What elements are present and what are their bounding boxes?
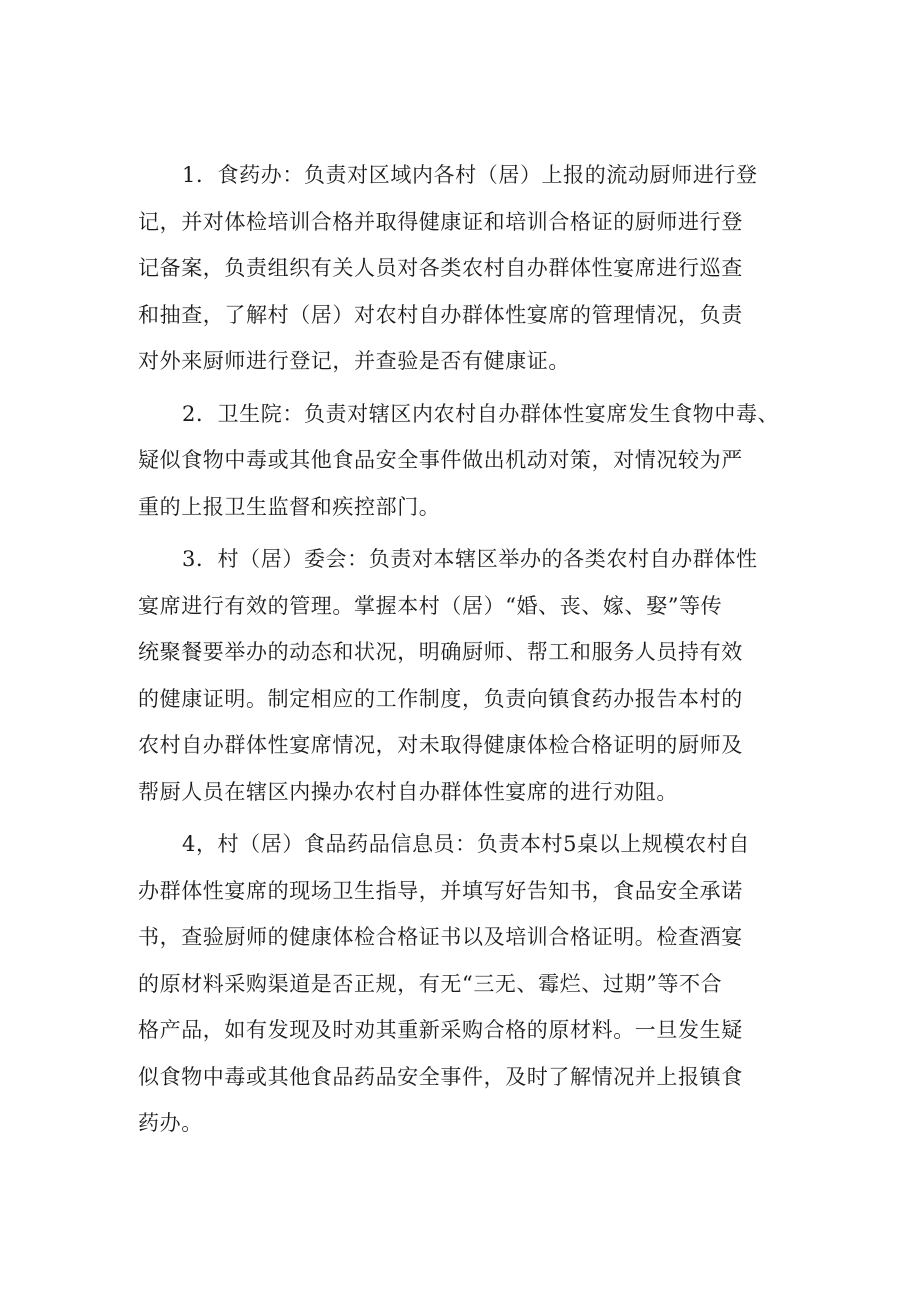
text-line: 和抽查，了解村（居）对农村自办群体性宴席的管理情况，负责	[138, 302, 743, 327]
paragraph-food-drug-office	[138, 152, 786, 385]
text-line: 1．食药办：负责对区域内各村（居）上报的流动厨师进行登	[182, 163, 758, 187]
text-line: 重的上报卫生监督和疾控部门。	[138, 494, 441, 519]
text-line: 药办。	[138, 1111, 203, 1135]
text-line: 4，村（居）食品药品信息员：负责本村5桌以上规模农村自	[182, 832, 750, 856]
text-line: 对外来厨师进行登记，并查验是否有健康证。	[138, 349, 570, 373]
text-line: 记备案，负责组织有关人员对各类农村自办群体性宴席进行巡查	[138, 256, 743, 280]
document-body	[138, 152, 786, 1153]
text-line: 宴席进行有效的管理。掌握本村（居）“婚、丧、嫁、娶”等传	[138, 593, 723, 618]
text-line: 的原材料采购渠道是否正规，有无“三无、霉烂、过期”等不合	[138, 971, 723, 996]
text-line: 疑似食物中毒或其他食品安全事件做出机动对策，对情况较为严	[138, 448, 743, 472]
paragraph-village-committee	[138, 536, 786, 815]
paragraph-info-officer	[138, 821, 786, 1147]
text-line: 3．村（居）委会：负责对本辖区举办的各类农村自办群体性	[182, 547, 758, 571]
text-line: 统聚餐要举办的动态和状况，明确厨师、帮工和服务人员持有效	[138, 640, 743, 664]
text-line: 记，并对体检培训合格并取得健康证和培训合格证的厨师进行登	[138, 209, 743, 234]
text-line: 书，查验厨师的健康体检合格证书以及培训合格证明。检查酒宴	[138, 925, 743, 949]
text-line: 办群体性宴席的现场卫生指导，并填写好告知书，食品安全承诺	[138, 878, 743, 903]
text-line: 2．卫生院：负责对辖区内农村自办群体性宴席发生食物中毒、	[182, 401, 780, 426]
text-line: 似食物中毒或其他食品药品安全事件，及时了解情况并上报镇食	[138, 1064, 743, 1089]
paragraph-health-center	[138, 391, 786, 531]
text-line: 格产品，如有发现及时劝其重新采购合格的原材料。一旦发生疑	[138, 1018, 743, 1042]
text-line: 的健康证明。制定相应的工作制度，负责向镇食药办报告本村的	[138, 686, 743, 711]
text-line: 农村自办群体性宴席情况，对未取得健康体检合格证明的厨师及	[138, 733, 743, 757]
text-line: 帮厨人员在辖区内操办农村自办群体性宴席的进行劝阻。	[138, 779, 678, 804]
